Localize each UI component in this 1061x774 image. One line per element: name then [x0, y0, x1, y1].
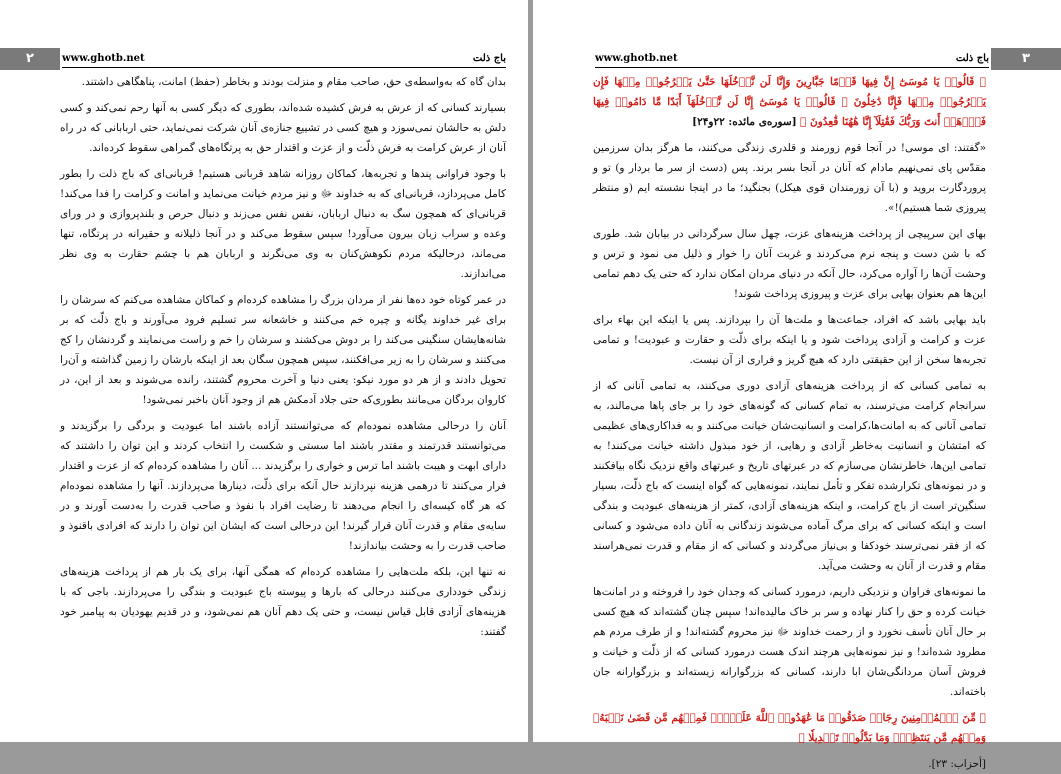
site-url: www.ghotb.net [595, 52, 678, 64]
paragraph: بدان گاه که به‌واسطه‌ی حق، صاحب مقام و منزلت بودند و بخاطر (حفظ) امانت، پناهگاهی داشتند. [81, 76, 506, 88]
page-content [60, 72, 506, 722]
paragraph: «گفتند: ای موسی! در آنجا قوم زورمند و قلدری زندگی می‌کنند، ما هرگز بدان سرزمین مقدّس پای نمی‌نهیم مادام که آنان در آنجا بسر برند. پس (دست از سر ما بردار و) تو و پروردگارت بروید و (با آن زورمندان قوی هیکل) بجنگید؛ ما در اینجا نشسته ایم (و منتظر پیروزی شما هستیم)!». [593, 142, 986, 214]
paragraph: به تمامی کسانی که از پرداخت هزینه‌های آزادی دوری می‌کنند، به تمامی آنانی که از سرانجام کرامت می‌ترسند، به تمام کسانی که گونه‌های خود را بر جای پاها می‌مالند، به تمامی آنانی که به امانت‌ها،کرامت و انسانیت‌شان خیانت می‌کنند و به فداکاری‌های عظیمی که امتشان و انسانیت به‌خاطر آزادی و رهایی، از خود مبذول داشته خیانت می‌کنند! به تمامی این‌ها، خاطرنشان می‌سازم که در عبرتهای تاریخ و عبرتهای واقع نزدیک نگاه بیافکنند و در نمونه‌های تکرارشده تفکر و تأمل نمایند، نمونه‌هایی که گواه اینست که باج ذلّت، بسیار سنگین‌تر است از باج کرامت، و اینکه هزینه‌های آزادی، کمتر از هزینه‌های عبودیت و بندگی است و اینکه کسانی که برای مرگ آماده می‌شوند زندگانی به آنان داده می‌شود و کسانی که از فقر نمی‌ترسند خودکفا و بی‌نیاز می‌گردند و کسانی که از مقام و قدرت نمی‌هراسند مقام و قدرت از آنان به وحشت می‌آید. [593, 380, 986, 572]
page-header [62, 48, 506, 68]
quran-verse: ﴿ مِّنَ ٱلۡمُؤۡمِنِینَ رِجَالٞ صَدَقُوا۟ مَا عَٰهَدُوا۟ ٱللَّهَ عَلَیۡهِۖ فَمِنۡهُم مَّن قَضَىٰ نَحۡبَهُۥ وَمِنۡهُم مَّن یَنتَظِرُۖ وَمَا بَدَّلُوا۟ تَبۡدِیلٗا ﴾ [593, 712, 986, 744]
verse-reference: [سوره‌ی مائده: ۲۲و۲۴] [692, 116, 797, 128]
paragraph: ما نمونه‌های فراوان و نزدیکی داریم، درمورد کسانی که وجدان خود را فروخته و در امانت‌ها خیانت کرده و حق را کنار نهاده و سر بر خاک مالیده‌اند! سپس چنان گشته‌اند که هیچ کسی بر حال آنان تأسف نخورد و از رحمت خداوند ﷻ نیز محروم گشته‌اند! و از طرف مردم هم مطرود شده‌اند! و نیز نمونه‌هایی هرچند اندک هست درمورد کسانی که از ذلّت و خیانت و فروش آسان مردانگی‌شان ابا دارند، کسانی که بزرگوارانه زیسته‌اند و بزرگوارانه جان باخته‌اند. [593, 586, 986, 698]
right-page [533, 0, 1061, 770]
page-header [595, 48, 989, 68]
book-title: باج ذلت [955, 52, 989, 64]
verse-reference: [أحزاب: ۲۳]. [928, 758, 986, 770]
site-url: www.ghotb.net [62, 52, 145, 64]
page-number: ۳ [991, 48, 1061, 70]
paragraph: در عمر کوتاه خود ده‌ها نفر از مردان بزرگ را مشاهده کرده‌ام و کماکان مشاهده می‌کنم که سرشان را برای غیر خداوند یگانه و چیره خم می‌کنند و خاشعانه سر تسلیم فرود می‌آورند و باج ذلّت که بر شانه‌هایشان سنگینی می‌کند را بر دوش می‌کشند و سرشان را خم و راست می‌نمایند و گردنشان را کج می‌کنند و سرشان را به زیر می‌افکنند، سپس همچون سگان بعد از اینکه بارشان را زمین گذاشته و آن‌را تحویل دادند و از هر دو مورد نیکو: یعنی دنیا و آخرت محروم گشتند، رانده می‌شوند و بعد از این، در کاروان بردگان می‌مانند بطوری‌که حتی جلاد آدمکش هم از وجود آنان باخبر نمی‌شود! [60, 294, 506, 406]
paragraph: بسیارند کسانی که از عرش به فرش کشیده شده‌اند، بطوری که دیگر کسی به آنها رحم نمی‌کند و کسی دلش به حالشان نمی‌سوزد و هیچ کسی در تشییع جنازه‌ی آنان شرکت نمی‌نماید، حتی اربابانی که در راه آنان از عرش کرامت به فرش ذلّت و از عزت و اقتدار حق به پرتگاه‌های گمراهی سقوط کرده‌اند. [60, 102, 506, 154]
page-number: ۲ [0, 48, 60, 70]
paragraph: آنان را درحالی مشاهده نموده‌ام که می‌توانستند آزاده باشند اما عبودیت و بردگی را برگزیدند و می‌توانستند قدرتمند و مقتدر باشند اما سستی و شکست را انتخاب کردند و این توان را داشتند که دارای ابهت و هیبت باشند اما ترس و خواری را برگزیدند ... آنان را مشاهده کرده‌ام که از عزت و اقتدار فرار می‌کنند تا درهمی هزینه نپردازند حال آنکه برای ذلّت، دینارها می‌پردازند. آنها را مشاهده نموده‌ام که هر گاه کیسه‌ای را انجام می‌دهند تا رضایت افراد با نفوذ و صاحب قدرت را به‌دست آورند و در سایه‌ی مقام و قدرت آنان قرار گیرند! این درحالی است که ایشان این توان را دارند که افرادی باقنوذ و صاحب قدرت را به وحشت بیاندازند! [60, 420, 506, 552]
header-rule [595, 67, 989, 68]
paragraph: بهای این سرپیچی از پرداخت هزینه‌های عزت، چهل سال سرگردانی در بیابان شد. طوری که با شن دست و پنجه نرم می‌کردند و غربت آنان را خوار و ذلیل می نمود و ترس و وحشت آن‌ها را آواره می‌کرد، حال آنکه در دنیای مردان امکان ندارد که حتی یک دهم تمامی این‌ها هم بعنوان بهایی برای عزت و پیروزی پرداخت شوند! [593, 228, 986, 300]
quran-verse: ﴿ قَالُوا۟ یَا مُوسَىٰٓ إِنَّ فِیهَا قَوۡمًا جَبَّارِینَ وَإِنَّا لَن نَّدۡخُلَهَا حَتَّىٰ یَخۡرُجُوا۟ مِنۡهَا فَإِن یَخۡرُجُوا۟ مِنۡهَا فَإِنَّا دَٰخِلُونَ ۞ قَالُوا۟ یَا مُوسَىٰٓ إِنَّا لَن نَّدۡخُلَهَآ أَبَدًا مَّا دَامُوا۟ فِیهَا فَٱذۡهَبۡ أَنتَ وَرَبُّكَ فَقَٰتِلَآ إِنَّا هَٰهُنَا قَٰعِدُونَ ﴾ [593, 76, 986, 128]
quran-verse-block [593, 708, 986, 748]
left-page [0, 0, 528, 742]
paragraph: باید بهایی باشد که افراد، جماعت‌ها و ملت‌ها آن را بپردازند. پس یا اینکه این بهاء برای عزت و کرامت و آزادی پرداخت شود و یا اینکه برای ذلّت و حقارت و عبودیت! و تمامی تجربه‌ها سخن از این حقیقتی دارد که هیچ گریز و فراری از آن نیست. [593, 314, 986, 366]
quran-verse-block [593, 72, 986, 132]
book-title: باج ذلت [472, 52, 506, 64]
paragraph: نه تنها این، بلکه ملت‌هایی را مشاهده کرده‌ام که همگی آنها، برای یک بار هم از پرداخت هزینه‌های زندگی خودداری می‌کنند درحالی که بارها و پیوسته باج عبودیت و بندگی را می‌پردازند. باجی که با هزینه‌های آزادی قابل قیاس نیست، و حتی یک دهم آنان هم نمی‌شود، و در قدیم یهودیان به پیامبر خود گفتند: [60, 566, 506, 638]
paragraph: با وجود فراوانی پندها و تجربه‌ها، کماکان روزانه شاهد قربانی هستیم! قربانی‌ای که باج ذلت را بطور کامل می‌پردازد، قربانی‌ای که به خداوند ﷻ و نیز مردم خیانت می‌نماید و امانت و کرامت را فدا می‌کند! قربانی‌ای که همچون سگ به دنبال اربابان، نفس نفس می‌زند و دنبال حرص و بلندپروازی و در ورای وعده و سراب زبان بیرون می‌آورد! سپس سقوط می‌کند و در آنجا ذلیلانه و حقیرانه در پرتگاه، تنها می‌ماند، درحالیکه مردم نکوهش‌کنان به وی می‌نگرند و اربابان هم با چشم حقارت به وی نظر می‌اندازند. [60, 168, 506, 280]
header-rule [62, 67, 506, 68]
page-content [593, 72, 986, 770]
